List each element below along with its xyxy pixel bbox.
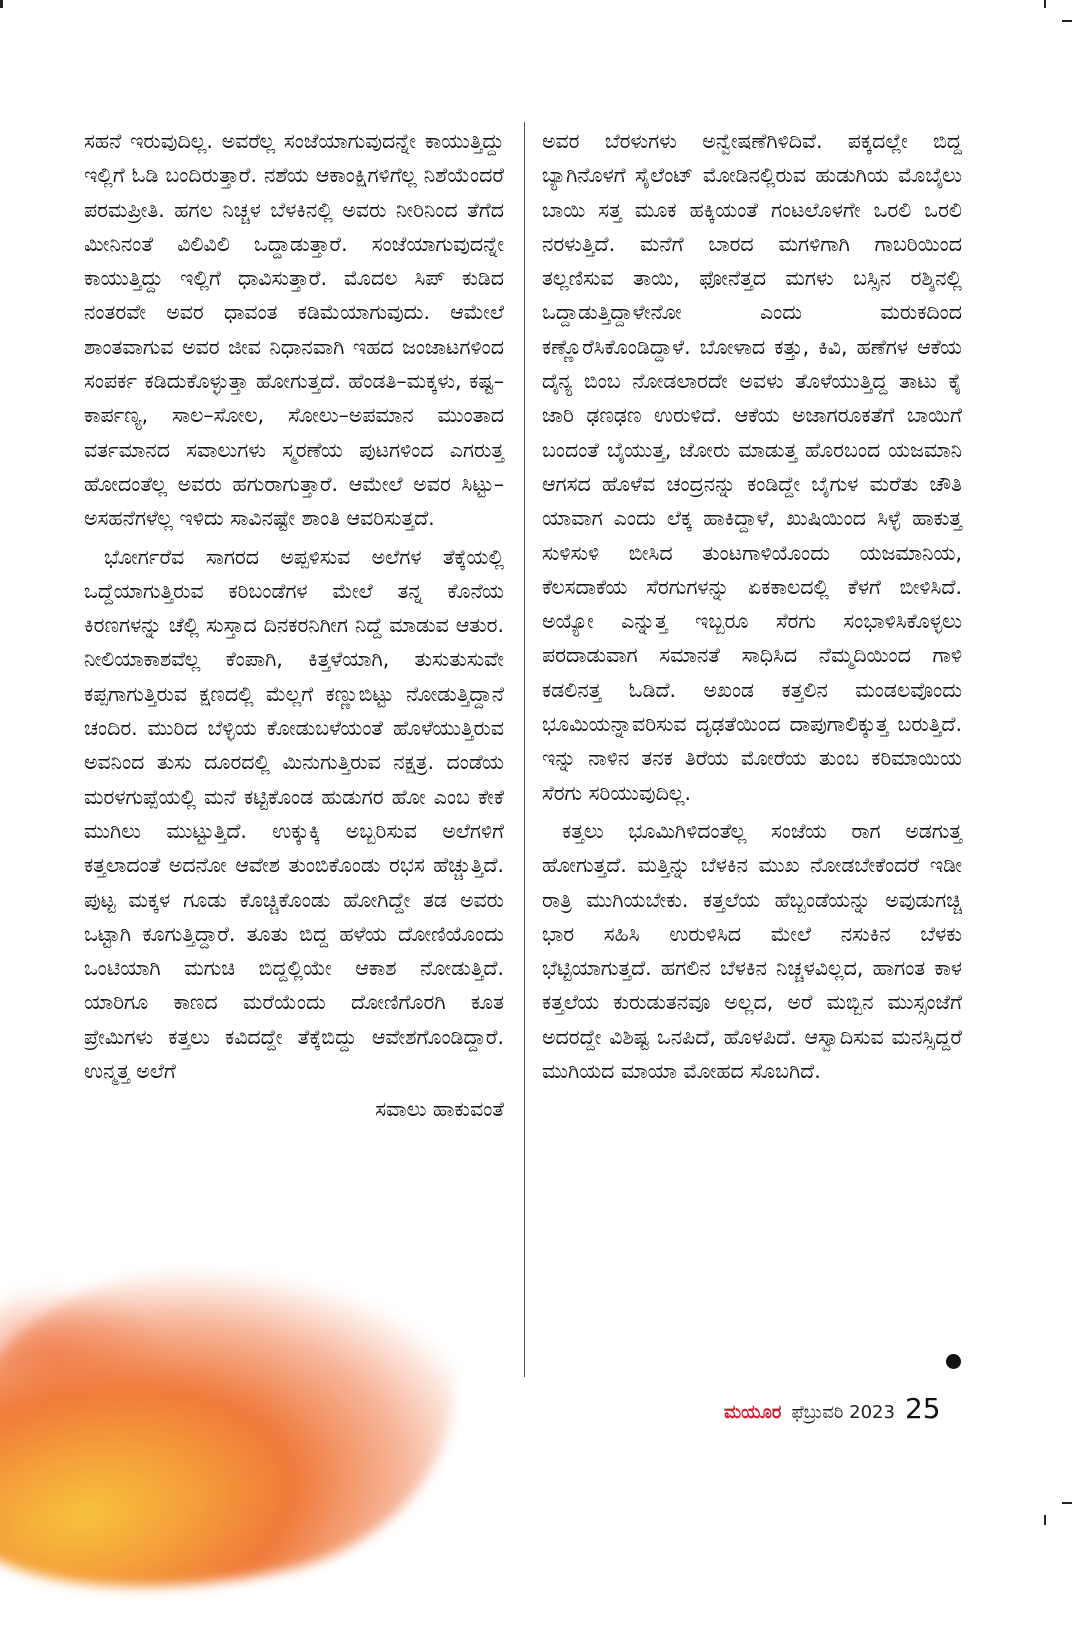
paragraph: ಅವರ ಬೆರಳುಗಳು ಅನ್ವೇಷಣೆಗಿಳಿದಿವೆ. ಪಕ್ಕದಲ್ಲೇ ಬಿದ್ದ ಬ್ಯಾಗಿನೊಳಗೆ ಸೈಲೆಂಟ್ ಮೋಡಿನಲ್ಲಿರುವ ಹುಡುಗಿಯ ಮೊಬೈಲು ಬಾಯಿ ಸತ್ತ ಮೂಕ ಹಕ್ಕಿಯಂತೆ ಗಂಟಲೊಳಗೇ ಒರಲಿ ಒರಲಿ ನರಳುತ್ತಿದೆ. ಮನೆಗೆ ಬಾರದ ಮಗಳಿಗಾಗಿ ಗಾಬರಿಯಿಂದ ತಲ್ಲಣಿಸುವ ತಾಯಿ, ಫೋನೆತ್ತದ ಮಗಳು ಬಸ್ಸಿನ ರಶ್ಶಿನಲ್ಲಿ ಒದ್ದಾಡುತ್ತಿದ್ದಾಳೇನೋ ಎಂದು ಮರುಕದಿಂದ ಕಣ್ಣೊರೆಸಿಕೊಂಡಿದ್ದಾಳೆ. ಬೋಳಾದ ಕತ್ತು, ಕಿವಿ, ಹಣೆಗಳ ಆಕೆಯ ದೈನ್ಯ ಬಿಂಬ ನೋಡಲಾರದೇ ಅವಳು ತೊಳೆಯುತ್ತಿದ್ದ ತಾಟು ಕೈ ಜಾರಿ ಢಣಢಣ ಉರುಳಿದೆ. ಆಕೆಯ ಅಜಾಗರೂಕತೆಗೆ ಬಾಯಿಗೆ ಬಂದಂತೆ ಬೈಯುತ್ತ, ಜೋರು ಮಾಡುತ್ತ ಹೊರಬಂದ ಯಜಮಾನಿ ಆಗಸದ ಹೊಳೆವ ಚಂದ್ರನನ್ನು ಕಂಡಿದ್ದೇ ಬೈಗುಳ ಮರೆತು ಚೌತಿ ಯಾವಾಗ ಎಂದು ಲೆಕ್ಕ ಹಾಕಿದ್ದಾಳೆ, ಖುಷಿಯಿಂದ ಸಿಳ್ಳೆ ಹಾಕುತ್ತ ಸುಳಿಸುಳಿ ಬೀಸಿದ ತುಂಟಗಾಳಿಯೊಂದು ಯಜಮಾನಿಯ, ಕೆಲಸದಾಕೆಯ ಸೆರಗುಗಳನ್ನು ಏಕಕಾಲದಲ್ಲಿ ಕೆಳಗೆ ಬೀಳಿಸಿದೆ. ಅಯ್ಯೋ ಎನ್ನುತ್ತ ಇಬ್ಬರೂ ಸೆರಗು ಸಂಭಾಳಿಸಿಕೊಳ್ಳಲು ಪರದಾಡುವಾಗ ಸಮಾನತೆ ಸಾಧಿಸಿದ ನೆಮ್ಮದಿಯಿಂದ ಗಾಳಿ ಕಡಲಿನತ್ತ ಓಡಿದೆ. ಅಖಂಡ ಕತ್ತಲಿನ ಮಂಡಲವೊಂದು ಭೂಮಿಯನ್ನಾವರಿಸುವ ದೃಢತೆಯಿಂದ ದಾಪುಗಾಲಿಕ್ಕುತ್ತ ಬರುತ್ತಿದೆ. ಇನ್ನು ನಾಳಿನ ತನಕ ತಿರೆಯ ಮೋರೆಯ ತುಂಬ ಕರಿಮಾಯಿಯ ಸೆರಗು ಸರಿಯುವುದಿಲ್ಲ. (542, 129, 962, 805)
decorative-splash (0, 1214, 488, 1635)
left-column (84, 124, 504, 1131)
paragraph: ಕತ್ತಲು ಭೂಮಿಗಿಳಿದಂತೆಲ್ಲ ಸಂಜೆಯ ರಾಗ ಅಡಗುತ್ತ ಹೋಗುತ್ತದೆ. ಮತ್ತಿನ್ನು ಬೆಳಕಿನ ಮುಖ ನೋಡಬೇಕೆಂದರೆ ಇಡೀ ರಾತ್ರಿ ಮುಗಿಯಬೇಕು. ಕತ್ತಲೆಯ ಹೆಬ್ಬಂಡೆಯನ್ನು ಅವುಡುಗಚ್ಚಿ ಭಾರ ಸಹಿಸಿ ಉರುಳಿಸಿದ ಮೇಲೆ ನಸುಕಿನ ಬೆಳಕು ಭೆಟ್ಟಿಯಾಗುತ್ತದೆ. ಹಗಲಿನ ಬೆಳಕಿನ ನಿಚ್ಚಳವಿಲ್ಲದ, ಹಾಗಂತ ಕಾಳ ಕತ್ತಲೆಯ ಕುರುಡುತನವೂ ಅಲ್ಲದ, ಅರೆ ಮಬ್ಬಿನ ಮುಸ್ಸಂಜೆಗೆ ಅದರದ್ದೇ ವಿಶಿಷ್ಟ ಒನಪಿದೆ, ಹೊಳಪಿದೆ. ಆಸ್ವಾದಿಸುವ ಮನಸ್ಸಿದ್ದರೆ ಮುಗಿಯದ ಮಾಯಾ ಮೋಹದ ಸೊಬಗಿದೆ. (542, 818, 962, 1084)
column-divider (524, 122, 525, 1377)
crop-mark-top-right (1044, 0, 1046, 8)
crop-mark-bottom-right (1044, 1515, 1046, 1525)
issue-date: ಫೆಬ್ರುವರಿ 2023 (791, 1402, 895, 1423)
crop-mark-top-left (0, 0, 3, 8)
crop-mark-bottom-right-h (1062, 1502, 1072, 1504)
right-column (542, 124, 962, 1092)
page-number: 25 (904, 1392, 941, 1425)
page-footer (724, 1392, 941, 1432)
crop-mark-top-right-h (1062, 20, 1072, 22)
paragraph: ಭೋರ್ಗರೆವ ಸಾಗರದ ಅಪ್ಪಳಿಸುವ ಅಲೆಗಳ ತೆಕ್ಕೆಯಲ್ಲಿ ಒದ್ದೆಯಾಗುತ್ತಿರುವ ಕರಿಬಂಡೆಗಳ ಮೇಲೆ ತನ್ನ ಕೊನೆಯ ಕಿರಣಗಳನ್ನು ಚೆಲ್ಲಿ ಸುಸ್ತಾದ ದಿನಕರನಿಗೀಗ ನಿದ್ದೆ ಮಾಡುವ ಆತುರ. ನೀಲಿಯಾಕಾಶವೆಲ್ಲ ಕೆಂಪಾಗಿ, ಕಿತ್ತಳೆಯಾಗಿ, ತುಸುತುಸುವೇ ಕಪ್ಪಗಾಗುತ್ತಿರುವ ಕ್ಷಣದಲ್ಲಿ ಮೆಲ್ಲಗೆ ಕಣ್ಣುಬಿಟ್ಟು ನೋಡುತ್ತಿದ್ದಾನೆ ಚಂದಿರ. ಮುರಿದ ಬೆಳ್ಳಿಯ ಕೋಡುಬಳೆಯಂತೆ ಹೊಳೆಯುತ್ತಿರುವ ಅವನಿಂದ ತುಸು ದೂರದಲ್ಲಿ ಮಿನುಗುತ್ತಿರುವ ನಕ್ಷತ್ರ. ದಂಡೆಯ ಮರಳಗುಪ್ಪೆಯಲ್ಲಿ ಮನೆ ಕಟ್ಟಿಕೊಂಡ ಹುಡುಗರ ಹೋ ಎಂಬ ಕೇಕೆ ಮುಗಿಲು ಮುಟ್ಟುತ್ತಿದೆ. ಉಕ್ಕುಕ್ಕಿ ಅಬ್ಬರಿಸುವ ಅಲೆಗಳಿಗೆ ಕತ್ತಲಾದಂತೆ ಅದನೋ ಆವೇಶ ತುಂಬಿಕೊಂಡು ರಭಸ ಹೆಚ್ಚುತ್ತಿದೆ. ಪುಟ್ಟ ಮಕ್ಕಳ ಗೂಡು ಕೊಚ್ಚಿಕೊಂಡು ಹೋಗಿದ್ದೇ ತಡ ಅವರು ಒಟ್ಟಾಗಿ ಕೂಗುತ್ತಿದ್ದಾರೆ. ತೂತು ಬಿದ್ದ ಹಳೆಯ ದೋಣಿಯೊಂದು ಒಂಟಿಯಾಗಿ ಮಗುಚಿ ಬಿದ್ದಲ್ಲಿಯೇ ಆಕಾಶ ನೋಡುತ್ತಿದೆ. ಯಾರಿಗೂ ಕಾಣದ ಮರೆಯೆಂದು ದೋಣಿಗೊರಗಿ ಕೂತ ಪ್ರೇಮಿಗಳು ಕತ್ತಲು ಕವಿದದ್ದೇ ತೆಕ್ಕೆಬಿದ್ದು ಆವೇಶಗೊಂಡಿದ್ದಾರೆ. ಉನ್ಮತ್ತ ಅಲೆಗೆ (84, 544, 504, 1084)
magazine-brand-logo: ಮಯೂರ (724, 1402, 782, 1423)
paragraph: ಸಹನೆ ಇರುವುದಿಲ್ಲ. ಅವರೆಲ್ಲ ಸಂಜೆಯಾಗುವುದನ್ನೇ ಕಾಯುತ್ತಿದ್ದು ಇಲ್ಲಿಗೆ ಓಡಿ ಬಂದಿರುತ್ತಾರೆ. ನಶೆಯ ಆಕಾಂಕ್ಷಿಗಳಿಗೆಲ್ಲ ನಿಶೆಯೆಂದರೆ ಪರಮಪ್ರೀತಿ. ಹಗಲ ನಿಚ್ಚಳ ಬೆಳಕಿನಲ್ಲಿ ಅವರು ನೀರಿನಿಂದ ತೆಗೆದ ಮೀನಿನಂತೆ ವಿಲಿವಿಲಿ ಒದ್ದಾಡುತ್ತಾರೆ. ಸಂಜೆಯಾಗುವುದನ್ನೇ ಕಾಯುತ್ತಿದ್ದು ಇಲ್ಲಿಗೆ ಧಾವಿಸುತ್ತಾರೆ. ಮೊದಲ ಸಿಪ್ ಕುಡಿದ ನಂತರವೇ ಅವರ ಧಾವಂತ ಕಡಿಮೆಯಾಗುವುದು. ಆಮೇಲೆ ಶಾಂತವಾಗುವ ಅವರ ಜೀವ ನಿಧಾನವಾಗಿ ಇಹದ ಜಂಜಾಟಗಳಿಂದ ಸಂಪರ್ಕ ಕಡಿದುಕೊಳ್ಳುತ್ತಾ ಹೋಗುತ್ತದೆ. ಹೆಂಡತಿ–ಮಕ್ಕಳು, ಕಷ್ಟ–ಕಾರ್ಪಣ್ಯ, ಸಾಲ–ಸೋಲ, ಸೋಲು–ಅಪಮಾನ ಮುಂತಾದ ವರ್ತಮಾನದ ಸವಾಲುಗಳು ಸ್ಮರಣೆಯ ಪುಟಗಳಿಂದ ಎಗರುತ್ತ ಹೋದಂತೆಲ್ಲ ಅವರು ಹಗುರಾಗುತ್ತಾರೆ. ಆಮೇಲೆ ಅವರ ಸಿಟ್ಟು–ಅಸಹನೆಗಳೆಲ್ಲ ಇಳಿದು ಸಾವಿನಷ್ಟೇ ಶಾಂತಿ ಆವರಿಸುತ್ತದೆ. (84, 129, 504, 531)
paragraph-end: ಸವಾಲು ಹಾಕುವಂತೆ (375, 1097, 504, 1122)
end-mark-bullet (946, 1354, 961, 1369)
